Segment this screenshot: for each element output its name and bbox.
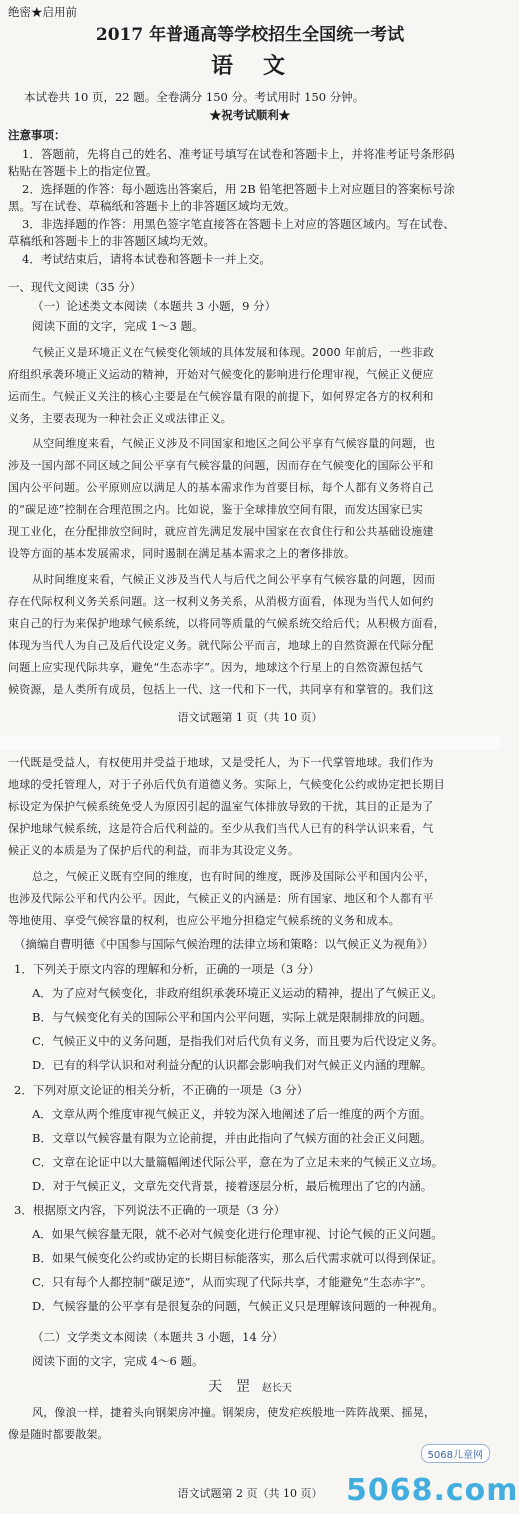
reading-instruction: 阅读下面的文字，完成 1～3 题。 (32, 319, 204, 333)
question-option: C．文章在论证中以大量篇幅阐述代际公平，意在为了立足未来的气候正义立场。 (32, 1155, 444, 1169)
note-line: 黑。写在试卷、草稿纸和答题卡上的非答题区域均无效。 (8, 199, 296, 213)
secret-label: 绝密★启用前 (8, 5, 77, 19)
notes-heading: 注意事项： (8, 128, 66, 142)
wish-line: ★祝考试顺利★ (209, 108, 291, 122)
exam-info: 本试卷共 10 页，22 题。全卷满分 150 分。考试用时 150 分钟。 (24, 90, 365, 104)
subsection-heading: （一）论述类文本阅读（本题共 3 小题，9 分） (32, 299, 277, 313)
note-line: 草稿纸和答题卡上的非答题区域均无效。 (8, 234, 215, 248)
question-option: D．气候容量的公平享有是很复杂的问题，气候正义只是理解该问题的一种视角。 (32, 1299, 444, 1313)
passage-line: 地球的受托管理人，对于子孙后代负有道德义务。实际上，气候变化公约或协定把长期目 (8, 778, 445, 791)
question-option: B．如果气候变化公约或协定的长期目标能落实，那么后代需求就可以得到保证。 (32, 1251, 443, 1265)
passage-line: 等地使用、享受气候容量的权利，也应公平地分担稳定气候系统的义务和成本。 (8, 914, 400, 927)
question-option: A．文章从两个维度审视气候正义，并较为深入地阐述了后一维度的两个方面。 (32, 1107, 432, 1121)
passage-line: 府组织承袭环境正义运动的精神，开始对气候变化的影响进行伦理审视，气候正义便应 (8, 368, 434, 381)
passage-line: 存在代际权利义务关系问题。这一权利义务关系，从消极方面看，体现为当代人如何约 (8, 595, 434, 608)
story-heading (0, 1379, 500, 1397)
exam-page-1 (0, 0, 500, 745)
passage-line: 从时间维度来看，气候正义涉及当代人与后代之间公平享有气候容量的问题，因而 (32, 573, 436, 586)
story-line: 像是随时都要散架。 (8, 1428, 109, 1441)
question-option: A．为了应对气候变化，非政府组织承袭环境正义运动的精神，提出了气候正义。 (32, 986, 443, 1000)
passage-line: 保护地球气候系统，这是符合后代利益的。至少从我们当代人已有的科学认识来看，气 (8, 822, 434, 835)
story-author: 赵长天 (261, 1383, 292, 1394)
question-option: D．已有的科学认识和对利益分配的认识都会影响我们对气候正义内涵的理解。 (32, 1058, 433, 1072)
question-option: C．只有每个人都控制“碳足迹”，从而实现了代际共享，才能避免“生态赤字”。 (32, 1275, 433, 1289)
note-line: 4．考试结束后，请将本试卷和答题卡一并上交。 (22, 252, 271, 266)
watermark-logo: 5068.com (346, 1473, 519, 1508)
passage-source: （摘编自曹明德《中国参与国际气候治理的法律立场和策略：以气候正义为视角》） (14, 937, 434, 951)
note-line: 1．答题前，先将自己的姓名、准考证号填写在试卷和答题卡上，并将准考证号条形码 (22, 147, 455, 161)
passage-line: 候资源，是人类所有成员，包括上一代、这一代和下一代，共同享有和掌管的。我们这 (8, 683, 434, 696)
question-stem: 3．根据原文内容，下列说法不正确的一项是（3 分） (14, 1203, 286, 1217)
passage-line: 从空间维度来看，气候正义涉及不同国家和地区之间公平享有气候容量的问题，也 (32, 437, 436, 450)
passage-line: 候正义的本质是为了保护后代的利益，而非为其设定义务。 (8, 844, 300, 857)
section-heading: 一、现代文阅读（35 分） (8, 280, 142, 294)
story-title: 天 罡 (208, 1379, 251, 1395)
question-stem: 2．下列对原文论证的相关分析，不正确的一项是（3 分） (14, 1083, 309, 1097)
passage-line: 义务，主要表现为一种社会正义或法律正义。 (8, 412, 232, 425)
subsection-heading: （二）文学类文本阅读（本题共 3 小题，14 分） (32, 1330, 284, 1344)
passage-line: 的“碳足迹”控制在合理范围之内。比如说，鉴于全球排放空间有限，而发达国家已实 (8, 503, 423, 516)
passage-line: 设等方面的基本发展需求，同时遏制在满足基本需求之上的奢侈排放。 (8, 547, 356, 560)
exam-page-2 (0, 745, 519, 1514)
exam-title: 2017 年普通高等学校招生全国统一考试 (95, 25, 405, 45)
question-option: B．与气候变化有关的国际公平和国内公平问题，实际上就是限制排放的问题。 (32, 1010, 432, 1024)
question-option: B．文章以气候容量有限为立论前提，并由此指向了气候方面的社会正义问题。 (32, 1131, 432, 1145)
site-watermark (346, 1444, 519, 1508)
passage-line: 现工业化，在分配排放空间时，就应首先满足发展中国家在衣食住行和公共基础设施建 (8, 525, 434, 538)
note-line: 2．选择题的作答：每小题选出答案后，用 2B 铅笔把答题卡上对应题目的答案标号涂 (22, 182, 455, 196)
page-footer: 语文试题第 2 页（共 10 页） (177, 1487, 323, 1500)
reading-instruction: 阅读下面的文字，完成 4～6 题。 (32, 1354, 204, 1368)
watermark-badge: 5068儿童网 (421, 1444, 490, 1463)
passage-line: 运而生。气候正义关注的核心主要是在气候容量有限的前提下，如何界定各方的权利和 (8, 390, 434, 403)
note-line: 3．非选择题的作答：用黑色签字笔直接答在答题卡上对应的答题区域内。写在试卷、 (22, 217, 455, 231)
passage-line: 气候正义是环境正义在气候变化领域的具体发展和体现。2000 年前后，一些非政 (32, 346, 435, 359)
passage-line: 国内公平问题。公平原则应以满足人的基本需求作为首要目标，每个人都有义务将自己 (8, 481, 434, 494)
passage-line: 体现为当代人为自己及后代设定义务。就代际公平而言，地球上的自然资源在代际分配 (8, 639, 434, 652)
passage-line: 束自己的行为来保护地球气候系统，以将同等质量的气候系统交给后代；从积极方面看， (8, 617, 445, 630)
passage-line: 总之，气候正义既有空间的维度，也有时间的维度，既涉及国际公平和国内公平， (32, 870, 436, 883)
question-stem: 1．下列关于原文内容的理解和分析，正确的一项是（3 分） (14, 962, 320, 976)
question-option: A．如果气候容量无限，就不必对气候变化进行伦理审视、讨论气候的正义问题。 (32, 1227, 443, 1241)
note-line: 粘贴在答题卡上的指定位置。 (8, 164, 158, 178)
passage-line: 一代既是受益人，有权使用并受益于地球，又是受托人，为下一代掌管地球。我们作为 (8, 756, 434, 769)
page-footer: 语文试题第 1 页（共 10 页） (177, 711, 323, 724)
passage-line: 问题上应实现代际共享，避免“生态赤字”。因为，地球这个行星上的自然资源包括气 (8, 661, 423, 674)
subject-title: 语 文 (210, 53, 289, 79)
passage-line: 标设定为保护气候系统免受人为原因引起的温室气体排放导致的干扰，其目的正是为了 (8, 800, 434, 813)
passage-line: 涉及一国内部不同区域之间公平享有气候容量的问题，因而存在气候变化的国际公平和 (8, 459, 434, 472)
question-option: D．对于气候正义，文章先交代背景，接着逐层分析，最后梳理出了它的内涵。 (32, 1179, 433, 1193)
story-line: 风，像浪一样，捷着头向钢架房冲撞。钢架房，使发疟疾般地一阵阵战栗、摇晃， (32, 1406, 436, 1419)
passage-line: 也涉及代际公平和代内公平。因此，气候正义的内涵是：所有国家、地区和个人都有平 (8, 892, 434, 905)
question-option: C．气候正义中的义务问题，是指我们对后代负有义务，而且要为后代设定义务。 (32, 1034, 444, 1048)
